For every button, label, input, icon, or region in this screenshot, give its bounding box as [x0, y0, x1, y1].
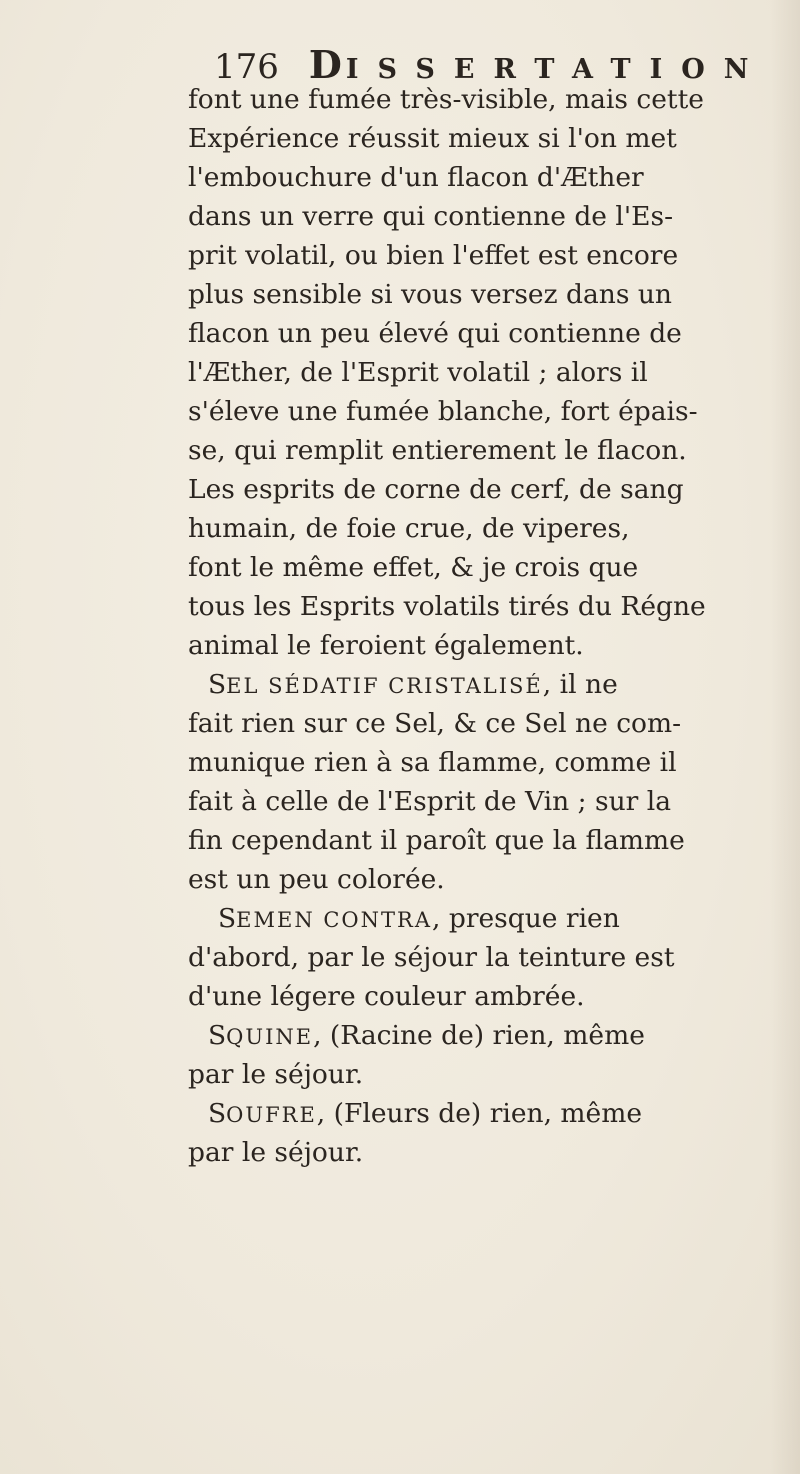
text-line: plus sensible si vous versez dans un	[188, 279, 672, 310]
text-line: d'une légere couleur ambrée.	[188, 981, 585, 1012]
running-head-initial: D	[308, 42, 346, 87]
text-line: tous les Esprits volatils tirés du Régne	[188, 591, 706, 622]
running-head-rest: ISSERTATION	[345, 54, 768, 85]
text-line: animal le feroient également.	[188, 630, 584, 661]
entry-heading-line-semen: SEMEN CONTRA, presque rien	[218, 903, 620, 934]
entry-heading-line-squine: SQUINE, (Racine de) rien, même	[208, 1020, 645, 1051]
text-line: s'éleve une fumée blanche, fort épais-	[188, 396, 698, 427]
text-line: par le séjour.	[188, 1137, 364, 1168]
text-line: fin cependant il paroît que la flamme	[188, 825, 685, 856]
text-line: Expérience réussit mieux si l'on met	[188, 123, 677, 154]
entry-heading-line-sel: SEL SÉDATIF CRISTALISÉ, il ne	[208, 669, 618, 700]
text-line: prit volatil, ou bien l'effet est encore	[188, 240, 679, 271]
text-line: fait à celle de l'Esprit de Vin ; sur la	[188, 786, 672, 817]
text-line: par le séjour.	[188, 1059, 364, 1090]
entry-term-squine: SQUINE	[208, 1020, 314, 1051]
text-line: humain, de foie crue, de viperes,	[188, 513, 630, 544]
text-line: se, qui remplit entierement le flacon.	[188, 435, 687, 466]
text-line: munique rien à sa flamme, comme il	[188, 747, 677, 778]
text-line: font une fumée très-visible, mais cette	[188, 84, 704, 115]
text-line: font le même effet, & je crois que	[188, 552, 639, 583]
entry-term-soufre: SOUFRE	[208, 1098, 317, 1129]
text-line: Les esprits de corne de cerf, de sang	[188, 474, 684, 505]
body-text	[188, 80, 800, 1172]
text-line: est un peu colorée.	[188, 864, 445, 895]
text-line: l'Æther, de l'Esprit volatil ; alors il	[188, 357, 648, 388]
entry-heading-line-soufre: SOUFRE, (Fleurs de) rien, même	[208, 1098, 643, 1129]
text-line: d'abord, par le séjour la teinture est	[188, 942, 675, 973]
text-line: l'embouchure d'un flacon d'Æther	[188, 162, 644, 193]
entry-term-sel: SEL SÉDATIF CRISTALISÉ	[208, 669, 543, 700]
page-number: 176	[214, 47, 279, 87]
text-line: fait rien sur ce Sel, & ce Sel ne com-	[188, 708, 682, 739]
entry-term-semen: SEMEN CONTRA	[218, 903, 433, 934]
text-line: flacon un peu élevé qui contienne de	[188, 318, 682, 349]
text-line: dans un verre qui contienne de l'Es-	[188, 201, 674, 232]
